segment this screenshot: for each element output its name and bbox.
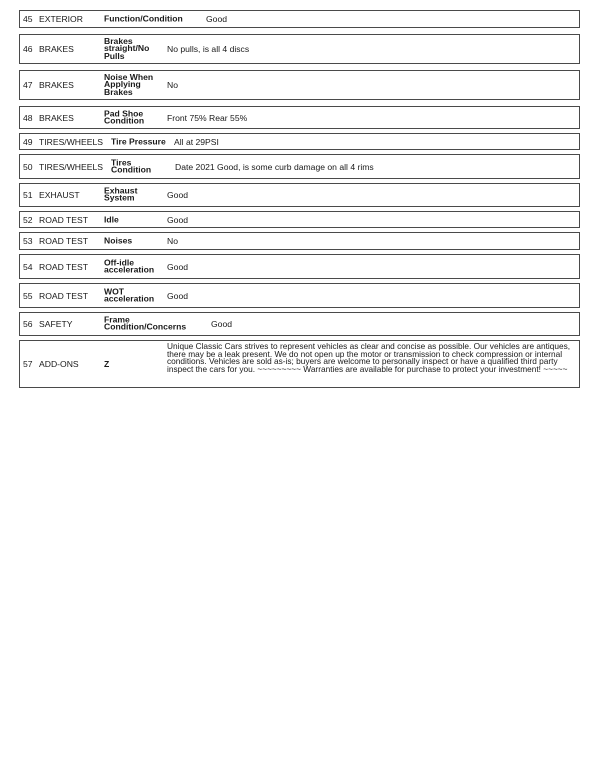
row-value: Good [211, 319, 233, 329]
row-item: Tires Condition [111, 157, 152, 175]
disclaimer-text: Unique Classic Cars strives to represent vehicles as clear and concise as possible. Our vehicles are antiques, there may be a leak present. We do not open up the motor or transmission to check compression or internal conditions. Vehicles are sold as-is; buyers are welcome to personally inspect or have a qualified third party inspect the cars for you. ~~~~~~~~~ Warranties are available for purchase to protect your investment! ~~~~~ [167, 341, 571, 374]
table-row [19, 133, 580, 150]
row-value: Good [167, 190, 189, 200]
row-number: 56 [23, 319, 33, 329]
row-value: Good [167, 261, 189, 272]
row-value: Good [167, 214, 189, 225]
table-row [19, 183, 580, 207]
row-number: 55 [23, 290, 33, 301]
row-category: ADD-ONS [39, 359, 79, 369]
row-value: Good [206, 14, 228, 24]
row-item: Idle [104, 213, 119, 224]
table-row [19, 106, 580, 129]
row-item: Pad Shoe Condition [104, 108, 145, 126]
row-number: 54 [23, 261, 33, 272]
row-number: 49 [23, 136, 33, 147]
row-number: 46 [23, 44, 33, 54]
row-item: Noise When Applying Brakes [104, 71, 154, 97]
row-category: BRAKES [39, 44, 74, 54]
row-item: Brakes straight/No Pulls [104, 35, 150, 61]
row-number: 52 [23, 214, 33, 225]
table-row [19, 232, 580, 250]
table-row [19, 340, 580, 388]
row-value: Good [167, 290, 189, 301]
row-category: SAFETY [39, 319, 73, 329]
table-row [19, 283, 580, 308]
row-value: No pulls, is all 4 discs [167, 44, 250, 54]
row-value: No [167, 80, 178, 90]
row-value: No [167, 236, 178, 246]
row-item: Off-idle acceleration [104, 257, 155, 275]
row-item: Tire Pressure [111, 135, 166, 146]
row-item: Frame Condition/Concerns [104, 314, 187, 332]
table-row [19, 254, 580, 279]
row-category: ROAD TEST [39, 214, 89, 225]
row-value: Front 75% Rear 55% [167, 112, 248, 123]
row-number: 53 [23, 236, 33, 246]
row-category: EXHAUST [39, 190, 80, 200]
row-number: 45 [23, 14, 33, 24]
table-row [19, 10, 580, 28]
row-number: 50 [23, 161, 33, 172]
row-category: TIRES/WHEELS [39, 136, 103, 147]
row-value: All at 29PSI [174, 136, 219, 147]
row-item: Z [104, 359, 110, 369]
row-category: EXTERIOR [39, 14, 83, 24]
row-number: 57 [23, 359, 33, 369]
row-item: Exhaust System [104, 185, 138, 203]
row-category: BRAKES [39, 112, 74, 123]
table-row [19, 211, 580, 228]
table-row [19, 312, 580, 336]
row-category: ROAD TEST [39, 236, 89, 246]
row-value: Date 2021 Good, is some curb damage on all 4 rims [175, 161, 374, 172]
row-category: BRAKES [39, 80, 74, 90]
row-category: TIRES/WHEELS [39, 161, 103, 172]
row-number: 51 [23, 190, 33, 200]
table-row [19, 154, 580, 179]
row-number: 48 [23, 112, 33, 123]
row-category: ROAD TEST [39, 261, 89, 272]
row-number: 47 [23, 80, 33, 90]
table-row [19, 34, 580, 64]
row-item: Function/Condition [104, 13, 183, 24]
row-category: ROAD TEST [39, 290, 89, 301]
row-item: Noises [104, 235, 133, 246]
table-row [19, 70, 580, 100]
row-item: WOT acceleration [104, 286, 155, 304]
